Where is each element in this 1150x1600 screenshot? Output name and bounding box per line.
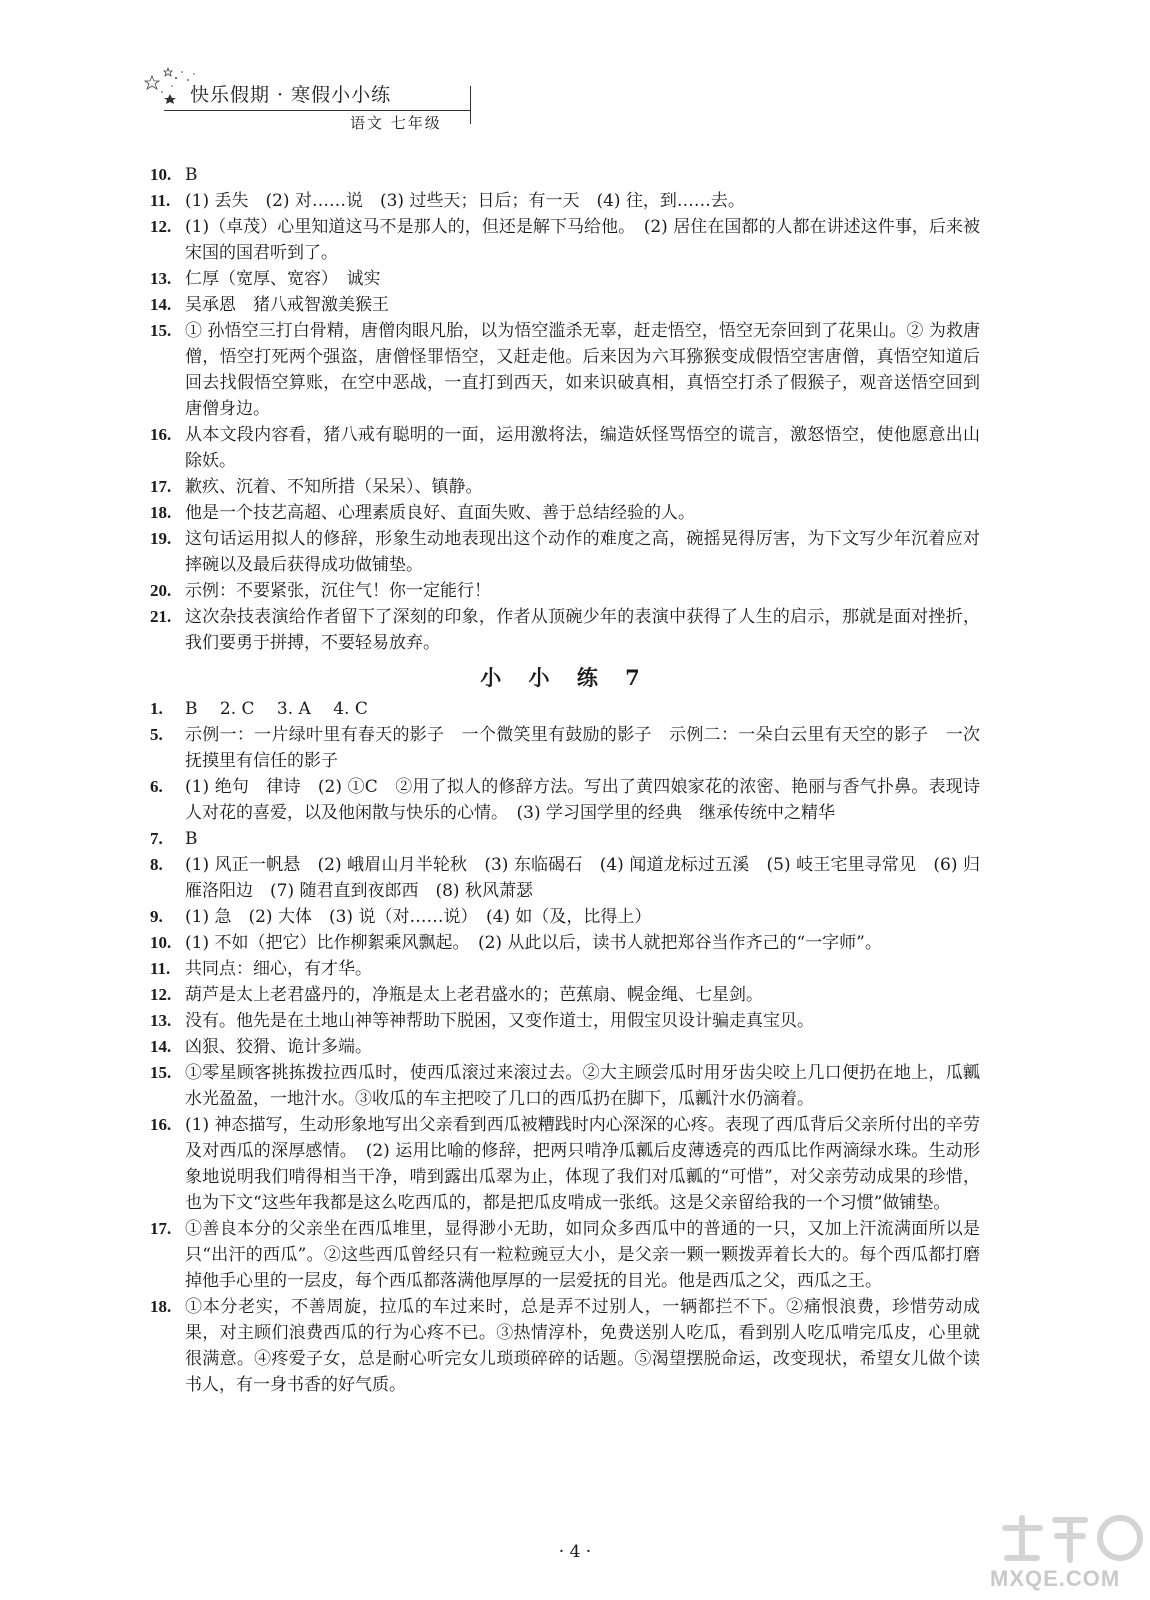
answer-number: 11. xyxy=(150,959,171,978)
answer-number: 18. xyxy=(150,503,172,522)
answer-item xyxy=(150,696,980,722)
answer-item xyxy=(150,526,980,578)
answer-item xyxy=(150,1294,980,1398)
answer-number: 6. xyxy=(150,777,163,796)
answer-text: 凶狠、狡猾、诡计多端。 xyxy=(185,1037,372,1057)
answer-text: 歉疚、沉着、不知所措（呆呆）、镇静。 xyxy=(185,477,483,497)
answer-text: ①本分老实，不善周旋，拉瓜的车过来时，总是弄不过别人，一辆都拦不下。②痛恨浪费，珍惜劳动成果，对主顾们浪费西瓜的行为心疼不已。③热情淳朴，免费送别人吃瓜，看到别人吃瓜啃完瓜皮，心里就很满意。④疼爱子女，总是耐心听完女儿琐琐碎碎的话题。⑤渴望摆脱命运，改变现状，希望女儿做个读书人，有一身书香的好气质。 xyxy=(185,1297,980,1395)
answer-item xyxy=(150,852,980,904)
answer-number: 9. xyxy=(150,907,163,926)
answer-content xyxy=(150,162,980,1398)
answer-item xyxy=(150,578,980,604)
answer-item xyxy=(150,956,980,982)
answer-text: 示例一：一片绿叶里有春天的影子 一个微笑里有鼓励的影子 示例二：一朵白云里有天空的影子 一次抚摸里有信任的影子 xyxy=(185,725,980,771)
answer-item xyxy=(150,500,980,526)
answer-number: 10. xyxy=(150,165,172,184)
answer-item xyxy=(150,826,980,852)
answer-item xyxy=(150,292,980,318)
answer-number: 12. xyxy=(150,217,172,236)
answer-number: 20. xyxy=(150,581,172,600)
answer-number: 16. xyxy=(150,425,172,444)
answer-number: 11. xyxy=(150,191,171,210)
answer-item xyxy=(150,722,980,774)
answer-number: 17. xyxy=(150,1219,172,1238)
answer-number: 7. xyxy=(150,829,163,848)
answer-text: 这句话运用拟人的修辞，形象生动地表现出这个动作的难度之高，碗摇晃得厉害，为下文写少年沉着应对摔碗以及最后获得成功做铺垫。 xyxy=(185,529,980,575)
answer-item xyxy=(150,474,980,500)
answer-text: B xyxy=(185,829,198,849)
answer-list-part-b xyxy=(150,696,980,1398)
answer-number: 18. xyxy=(150,1297,172,1316)
section-title: 小 小 练 7 xyxy=(480,665,650,690)
answer-text: (1) 风正一帆悬 (2) 峨眉山月半轮秋 (3) 东临碣石 (4) 闻道龙标过五溪 (5) 岐王宅里寻常见 (6) 归雁洛阳边 (7) 随君直到夜郎西 (8) 秋风萧瑟 xyxy=(185,855,980,901)
answer-text: 没有。他先是在土地山神等神帮助下脱困，又变作道士，用假宝贝设计骗走真宝贝。 xyxy=(185,1011,814,1031)
answer-text: B xyxy=(185,165,198,185)
answer-number: 17. xyxy=(150,477,172,496)
page-header xyxy=(142,60,482,130)
answer-number: 8. xyxy=(150,855,163,874)
answer-text: (1) 急 (2) 大体 (3) 说（对……说） (4) 如（及，比得上） xyxy=(185,907,652,927)
answer-item xyxy=(150,904,980,930)
answer-text: 从本文段内容看，猪八戒有聪明的一面，运用激将法，编造妖怪骂悟空的谎言，激怒悟空，使他愿意出山除妖。 xyxy=(185,425,980,471)
answer-text: B 2. C 3. A 4. C xyxy=(185,699,368,719)
answer-text: (1) 丢失 (2) 对……说 (3) 过些天；日后；有一天 (4) 往，到……去。 xyxy=(185,191,745,211)
answer-number: 21. xyxy=(150,607,172,626)
answer-item xyxy=(150,774,980,826)
answer-item xyxy=(150,214,980,266)
answer-item xyxy=(150,1034,980,1060)
answer-text: 共同点：细心，有才华。 xyxy=(185,959,372,979)
answer-number: 16. xyxy=(150,1115,172,1134)
answer-list-part-a xyxy=(150,162,980,656)
page-number: · 4 · xyxy=(558,1542,592,1562)
answer-number: 14. xyxy=(150,295,172,314)
answer-item xyxy=(150,1112,980,1216)
answer-text: 吴承恩 猪八戒智激美猴王 xyxy=(185,295,389,315)
answer-text: (1) 神态描写，生动形象地写出父亲看到西瓜被糟践时内心深深的心疼。表现了西瓜背后父亲所付出的辛劳及对西瓜的深厚感情。 (2) 运用比喻的修辞，把两只啃净瓜瓤后皮薄透亮的西瓜比作两滴绿水珠。生动形象地说明我们啃得相当干净，啃到露出瓜翠为止，体现了我们对瓜瓤的“可惜”，对父亲劳动成果的珍惜，也为下文“这些年我都是这么吃西瓜的，都是把瓜皮啃成一张纸。这是父亲留给我的一个习惯”做铺垫。 xyxy=(185,1115,980,1213)
answer-text: ①善良本分的父亲坐在西瓜堆里，显得渺小无助，如同众多西瓜中的普通的一只，又加上汗流满面所以是只“出汗的西瓜”。②这些西瓜曾经只有一粒粒豌豆大小，是父亲一颗一颗拨弄着长大的。每个西瓜都打磨掉他手心里的一层皮，每个西瓜都落满他厚厚的一层爱抚的目光。他是西瓜之父，西瓜之王。 xyxy=(185,1219,980,1291)
answer-item xyxy=(150,318,980,422)
header-title: 快乐假期 · 寒假小小练 xyxy=(190,84,392,106)
answer-text: 葫芦是太上老君盛丹的，净瓶是太上老君盛水的；芭蕉扇、幌金绳、七星剑。 xyxy=(185,985,763,1005)
answer-text: ①零星顾客挑拣拨拉西瓜时，使西瓜滚过来滚过去。②大主顾尝瓜时用牙齿尖咬上几口便扔在地上，瓜瓤水光盈盈，一地汁水。③收瓜的车主把咬了几口的西瓜扔在脚下，瓜瓤汁水仍滴着。 xyxy=(185,1063,980,1109)
header-subtitle: 语文 七年级 xyxy=(350,114,442,132)
answer-text: (1) 不如（把它）比作柳絮乘风飘起。 (2) 从此以后，读书人就把郑谷当作齐己的“一字师”。 xyxy=(185,933,882,953)
header-divider xyxy=(470,86,471,124)
answer-item xyxy=(150,266,980,292)
answer-item xyxy=(150,604,980,656)
answer-item xyxy=(150,982,980,1008)
answer-text: (1) 绝句 律诗 (2) ①C ②用了拟人的修辞方法。写出了黄四娘家花的浓密、艳丽与香气扑鼻。表现诗人对花的喜爱，以及他闲散与快乐的心情。 (3) 学习国学里的经典 继承传统中之精华 xyxy=(185,777,980,823)
answer-text: 这次杂技表演给作者留下了深刻的印象，作者从顶碗少年的表演中获得了人生的启示，那就是面对挫折，我们要勇于拼搏，不要轻易放弃。 xyxy=(185,607,980,653)
answer-text: 他是一个技艺高超、心理素质良好、直面失败、善于总结经验的人。 xyxy=(185,503,695,523)
answer-number: 5. xyxy=(150,725,163,744)
answer-number: 13. xyxy=(150,269,172,288)
answer-number: 15. xyxy=(150,321,172,340)
answer-item xyxy=(150,1008,980,1034)
answer-text: 示例：不要紧张，沉住气！你一定能行！ xyxy=(185,581,491,601)
answer-text: ① 孙悟空三打白骨精，唐僧肉眼凡胎，以为悟空滥杀无辜，赶走悟空，悟空无奈回到了花果山。② 为救唐僧，悟空打死两个强盗，唐僧怪罪悟空，又赶走他。后来因为六耳猕猴变成假悟空害唐僧，真悟空知道后回去找假悟空算账，在空中恶战，一直打到西天，如来识破真相，真悟空打杀了假猴子，观音送悟空回到唐僧身边。 xyxy=(185,321,980,419)
answer-number: 13. xyxy=(150,1011,172,1030)
answer-item xyxy=(150,1060,980,1112)
answer-number: 12. xyxy=(150,985,172,1004)
answer-item xyxy=(150,188,980,214)
answer-number: 1. xyxy=(150,699,163,718)
header-rule xyxy=(164,110,470,111)
answer-text: 仁厚（宽厚、宽容） 诚实 xyxy=(185,269,381,289)
answer-number: 14. xyxy=(150,1037,172,1056)
answer-number: 10. xyxy=(150,933,172,952)
answer-item xyxy=(150,1216,980,1294)
answer-item xyxy=(150,162,980,188)
answer-number: 15. xyxy=(150,1063,172,1082)
answer-text: (1)（卓茂）心里知道这马不是那人的，但还是解下马给他。 (2) 居住在国都的人都在讲述这件事，后来被宋国的国君听到了。 xyxy=(185,217,980,263)
answer-number: 19. xyxy=(150,529,172,548)
answer-item xyxy=(150,930,980,956)
answer-item xyxy=(150,422,980,474)
watermark-text: MXQE.COM xyxy=(990,1566,1121,1591)
